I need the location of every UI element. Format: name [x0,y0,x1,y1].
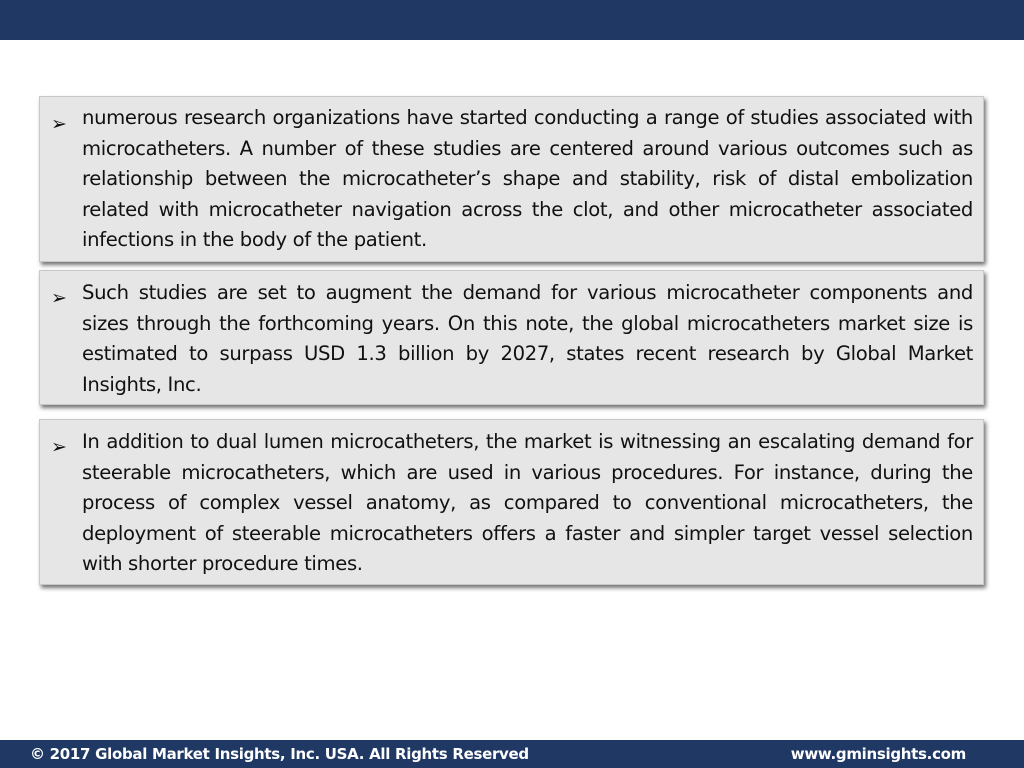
header-bar [0,0,1024,40]
arrow-bullet-icon: ➢ [51,113,67,135]
footer-website-link[interactable]: www.gminsights.com [790,745,966,763]
footer-copyright: © 2017 Global Market Insights, Inc. USA. All Rights Reserved [30,745,529,763]
bullet-text-3: In addition to dual lumen microcatheters, the market is witnessing an escalating demand for steerable microcatheters, which are used in various procedures. For instance, during the process of complex vessel anatomy, as compared to conventional microcatheters, the deployment of steerable microcatheters offers a faster and simpler target vessel selection with shorter procedure times. [82,430,973,575]
bullet-box-2 [39,270,984,405]
bullet-box-3 [39,419,984,585]
bullet-box-1 [39,96,984,262]
bullet-text-1: numerous research organizations have started conducting a range of studies associated with microcatheters. A number of these studies are centered around various outcomes such as relationship between the microcatheter’s shape and stability, risk of distal embolization related with microcatheter navigation across the clot, and other microcatheter associated infections in the body of the patient. [82,106,973,251]
arrow-bullet-icon: ➢ [51,287,67,309]
bullet-text-2: Such studies are set to augment the demand for various microcatheter components and sizes through the forthcoming years. On this note, the global microcatheters market size is estimated to surpass USD 1.3 billion by 2027, states recent research by Global Market Insights, Inc. [82,281,973,396]
arrow-bullet-icon: ➢ [51,436,67,458]
footer-bar [0,740,1024,768]
